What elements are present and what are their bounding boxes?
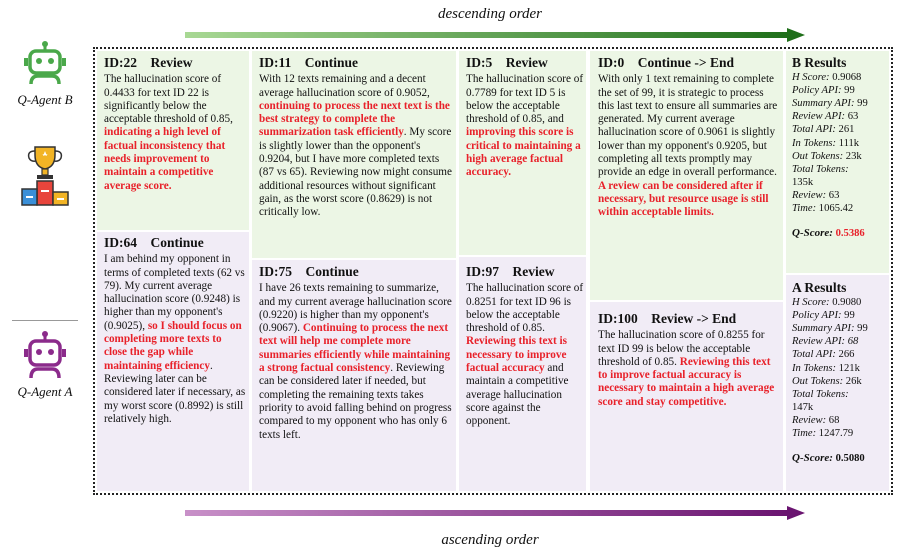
step-text: I have 26 texts remaining to summarize, and my current average hallucination score (0.9220) is higher than my opponent's (0.9067). [259, 282, 452, 335]
step-header: ID:97 Review [466, 264, 555, 279]
step-id100 [598, 312, 780, 409]
h-score-row: H Score: 0.9068 [792, 72, 862, 84]
step-highlight: Reviewing this text to improve factual accuracy is necessary to maintain a high average score and stay competitive. [598, 355, 775, 408]
step-highlight: improving this score is critical to maintaining a high average factual accuracy. [466, 126, 581, 179]
q-score-row: Q-Score: 0.5386 [792, 227, 865, 240]
review-api-row: Review API: 68 [792, 336, 859, 348]
trophy-podium-icon [20, 145, 70, 207]
in-tokens-row: In Tokens: 121k [792, 362, 860, 374]
review-row: Review: 63 [792, 189, 840, 201]
top-caption: descending order [437, 6, 542, 22]
step-id11 [259, 56, 454, 220]
step-text-2: . Reviewing can be considered later if needed, but completing the remaining texts takes priority to avoid falling behind on progress compared to my opponent who has only 6 texts left. [259, 362, 452, 441]
agent-b-label: Q-Agent B [17, 92, 73, 107]
step-header: ID:100 Review -> End [598, 311, 737, 326]
step-text: The hallucination score of 0.4433 for text ID 22 is significantly below the acceptable threshold of 0.85, [104, 73, 233, 126]
step-text-2: . My score is slightly lower than the opponent's 0.9204, but I have more completed texts (87 vs 65). Reviewing now might consume additional resources without significant gain, as the worst score (0.8629) is not critically low. [259, 126, 452, 219]
agent-divider [12, 320, 78, 321]
step-text-2: and maintain a competitive average hallucination score against the opponent. [466, 362, 569, 428]
h-score-row: H Score: 0.9080 [792, 297, 862, 309]
time-row: Time: 1065.42 [792, 203, 854, 215]
results-a [792, 281, 888, 465]
step-header: ID:11 Continue [259, 55, 359, 70]
policy-api-row: Policy API: 99 [792, 310, 855, 322]
step-id97 [466, 265, 584, 429]
step-text: With only 1 text remaining to complete the set of 99, it is strategic to process this last text to ensure all summaries are generated. My current average hallucination score of 0.9061 is slightly lower than my opponent's 0.9205, but completing all texts promptly may provide an edge in overall performance. [598, 73, 778, 179]
step-id5 [466, 56, 584, 180]
step-highlight: Continuing to process the next text will help me complete more summaries efficiently while maintaining a strong factual consistency [259, 322, 451, 375]
policy-api-row: Policy API: 99 [792, 85, 855, 97]
robot-a-icon [22, 330, 68, 380]
total-tokens-row: Total Tokens: 135k [792, 163, 849, 188]
descending-arrow [185, 28, 805, 42]
agent-a-label: Q-Agent A [17, 384, 73, 399]
step-highlight: A review can be considered after if necessary, but resource usage is still within acceptable limits. [598, 179, 769, 219]
step-header: ID:0 Continue -> End [598, 55, 734, 70]
time-row: Time: 1247.79 [792, 428, 854, 440]
step-id22 [104, 56, 246, 193]
step-highlight: so I should focus on completing more texts to close the gap while maintaining efficiency [104, 319, 242, 372]
results-title: B Results [792, 55, 847, 70]
out-tokens-row: Out Tokens: 23k [792, 150, 862, 162]
bottom-caption: ascending order [441, 532, 539, 548]
step-id64 [104, 236, 246, 426]
total-tokens-row: Total Tokens: 147k [792, 388, 849, 413]
step-header: ID:64 Continue [104, 235, 204, 250]
results-title: A Results [792, 280, 847, 295]
step-header: ID:5 Review [466, 55, 548, 70]
step-text: The hallucination score of 0.8251 for text ID 96 is below the acceptable threshold of 0.85. [466, 282, 584, 335]
step-text: With 12 texts remaining and a decent average hallucination score of 0.9052, [259, 73, 430, 99]
step-highlight: indicating a high level of factual inconsistency that needs improvement to maintain a competitive average score. [104, 126, 226, 192]
review-api-row: Review API: 63 [792, 111, 859, 123]
review-row: Review: 68 [792, 414, 840, 426]
step-text: The hallucination score of 0.8255 for text ID 99 is below the acceptable threshold of 0.85. [598, 329, 765, 368]
step-text: The hallucination score of 0.7789 for text ID 5 is below the acceptable threshold of 0.85, and [466, 73, 584, 126]
step-header: ID:22 Review [104, 55, 193, 70]
in-tokens-row: In Tokens: 111k [792, 137, 860, 149]
out-tokens-row: Out Tokens: 26k [792, 375, 862, 387]
step-id0 [598, 56, 780, 220]
step-text: I am behind my opponent in terms of completed texts (62 vs 79). My current average hallucination score (0.9248) is higher than my opponent's (0.9025), [104, 253, 245, 332]
step-text-2: . Reviewing later can be considered later if necessary, as my worst score (0.8992) is still relatively high. [104, 359, 246, 425]
summary-api-row: Summary API: 99 [792, 98, 868, 110]
q-score-row: Q-Score: 0.5080 [792, 452, 865, 465]
summary-api-row: Summary API: 99 [792, 323, 868, 335]
step-highlight: Reviewing this text is necessary to improve factual accuracy [466, 335, 567, 375]
results-b [792, 56, 888, 240]
step-highlight: continuing to process the next text is the best strategy to complete the summarization task efficiently [259, 99, 450, 139]
step-header: ID:75 Continue [259, 264, 359, 279]
total-api-row: Total API: 261 [792, 124, 855, 136]
total-api-row: Total API: 266 [792, 349, 855, 361]
step-id75 [259, 265, 454, 442]
robot-b-icon [22, 40, 68, 86]
ascending-arrow [185, 506, 805, 520]
